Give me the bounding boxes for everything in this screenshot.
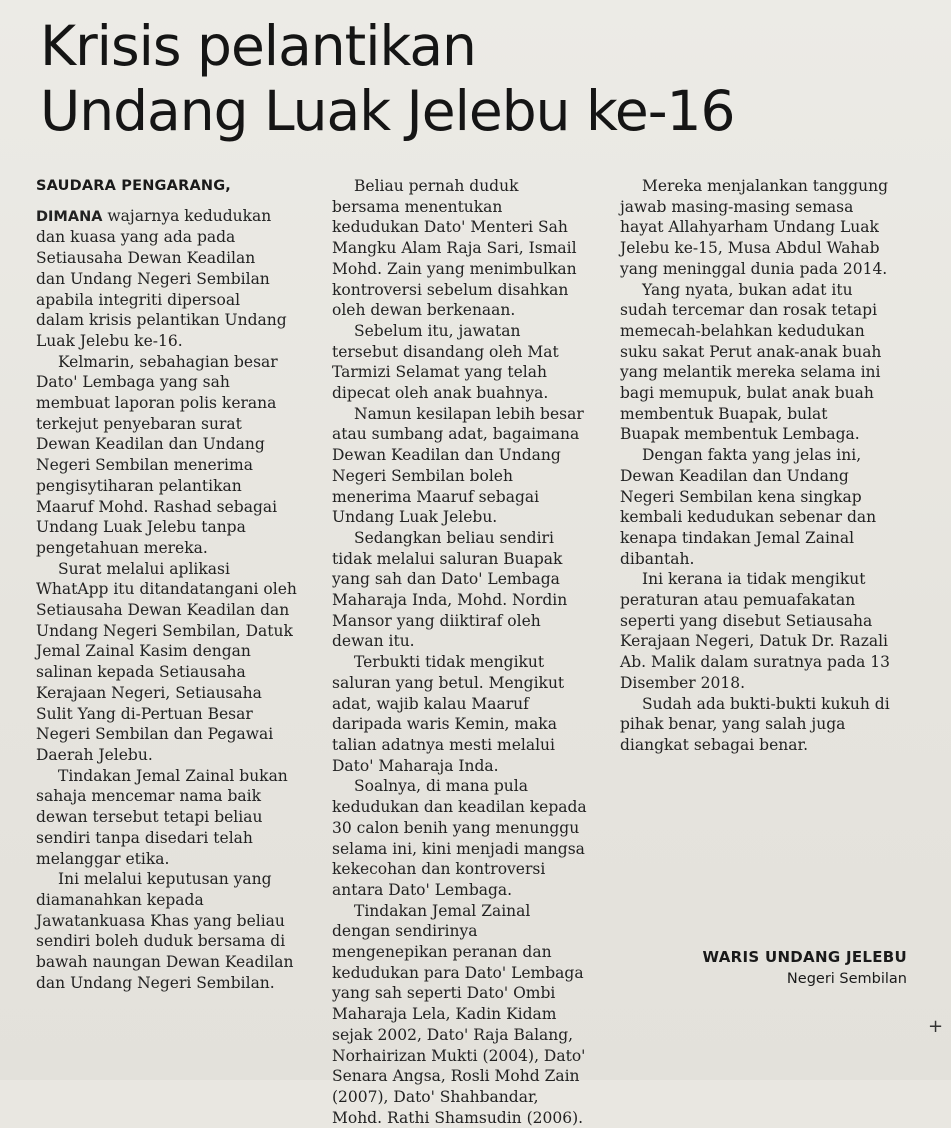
salutation: SAUDARA PENGARANG, [36,178,232,194]
col1-line-3: dan Undang Negeri Sembilan [36,269,270,288]
paragraph-17: Sudah ada bukti-bukti kukuh di pihak benar, yang salah juga diangkat sebagai benar. [620,694,890,754]
headline [40,14,920,144]
paragraph-16: Ini kerana ia tidak mengikut peraturan atau pemuafakatan seperti yang disebut Setiausaha Kerajaan Negeri, Datuk Dr. Razali Ab. Malik dalam suratnya pada 13 Disember 2018. [620,570,891,692]
paragraph-10: Terbukti tidak mengikut saluran yang betul. Mengikut adat, wajib kalau Maaruf daripada waris Kemin, maka talian adatnya mesti melalui Dato' Maharaja Inda. [332,653,565,775]
col1-line-1: dan kuasa yang ada pada [36,228,236,247]
paragraph-8: Namun kesilapan lebih besar atau sumbang adat, bagaimana Dewan Keadilan dan Undang Negeri Sembilan boleh menerima Maaruf sebagai Undang Luak Jelebu. [332,404,584,527]
paragraph-3: Surat melalui aplikasi WhatApp itu ditandatangani oleh Setiausaha Dewan Keadilan dan Undang Negeri Sembilan, Datuk Jemal Zainal Kasim dengan salinan kepada Setiausaha Kerajaan Negeri, Setiausaha Sulit Yang di-Pertuan Besar Negeri Sembilan dan Pegawai Daerah Jelebu. [36,559,297,764]
column-1 [36,176,298,993]
col1-line-0: wajarnya kedudukan [107,206,272,225]
paragraph-15: Dengan fakta yang jelas ini, Dewan Keadilan dan Undang Negeri Sembilan kena singkap kembali kedudukan sebenar dan kenapa tindakan Jemal Zainal dibantah. [620,446,877,568]
paragraph-12: Tindakan Jemal Zainal dengan sendirinya mengenepikan peranan dan kedudukan para Dato' Lembaga yang sah seperti Dato' Ombi Maharaja Lela, Kadin Kidam sejak 2002, Dato' Raja Balang, Norhairizan Mukti (2004), Dato' Senara Angsa, Rosli Mohd Zain (2007), Dato' Shahbandar, Mohd. Rathi Shamsudin (2006). [332,901,586,1127]
paragraph-9: Sedangkan beliau sendiri tidak melalui saluran Buapak yang sah dan Dato' Lembaga Maharaja Inda, Mohd. Nordin Mansor yang diiktiraf oleh dewan itu. [332,528,568,651]
signature [703,946,907,990]
paragraph-2: Kelmarin, sebahagian besar Dato' Lembaga yang sah membuat laporan polis kerana terkejut penyebaran surat Dewan Keadilan dan Undang Negeri Sembilan menerima pengisytiharan pelantikan Maaruf Mohd. Rashad sebagai Undang Luak Jelebu tanpa pengetahuan mereka. [36,352,278,557]
paragraph-14: Yang nyata, bukan adat itu sudah tercemar dan rosak tetapi memecah-belahkan kedudukan suku sakat Perut anak-anak buah yang melantik mereka selama ini bagi memupuk, bulat anak buah membentuk Buapak, bulat Buapak membentuk Lembaga. [620,280,882,444]
column-3 [620,176,890,756]
paragraph-7: Sebelum itu, jawatan tersebut disandang oleh Mat Tarmizi Selamat yang telah dipecat oleh anak buahnya. [332,321,559,403]
paragraph-5: Ini melalui keputusan yang diamanahkan kepada Jawatankuasa Khas yang beliau sendiri boleh duduk bersama di bawah naungan Dewan Keadilan dan Undang Negeri Sembilan. [36,870,294,992]
headline-line-1: Krisis pelantikan [40,14,476,78]
paragraph-6: Beliau pernah duduk bersama menentukan kedudukan Dato' Menteri Sah Mangku Alam Raja Sari, Ismail Mohd. Zain yang menimbulkan kontroversi sebelum disahkan oleh dewan berkenaan. [332,177,577,320]
col1-line-5: dalam krisis pelantikan Undang [36,311,287,330]
signature-name: WARIS UNDANG JELEBU [702,948,907,966]
paragraph-11: Soalnya, di mana pula kedudukan dan keadilan kepada 30 calon benih yang menunggu selama ini, kini menjadi mangsa kekecohan dan kontroversi antara Dato' Lembaga. [332,777,587,899]
registration-mark-icon: + [928,1016,944,1037]
paragraph-1 [36,206,298,352]
signature-place: Negeri Sembilan [786,971,907,987]
col1-line-2: Setiausaha Dewan Keadilan [36,249,256,268]
column-2 [332,176,590,1128]
paragraph-4: Tindakan Jemal Zainal bukan sahaja mencemar nama baik dewan tersebut tetapi beliau sendiri tanpa disedari telah melanggar etika. [36,766,288,868]
col1-line-4: apabila integriti dipersoal [36,290,241,309]
col1-line-6: Luak Jelebu ke-16. [36,331,183,350]
headline-line-2: Undang Luak Jelebu ke-16 [40,79,735,143]
paragraph-13: Mereka menjalankan tanggung jawab masing-masing semasa hayat Allahyarham Undang Luak Jelebu ke-15, Musa Abdul Wahab yang meninggal dunia pada 2014. [620,177,888,278]
lead-word: DIMANA [36,208,103,225]
